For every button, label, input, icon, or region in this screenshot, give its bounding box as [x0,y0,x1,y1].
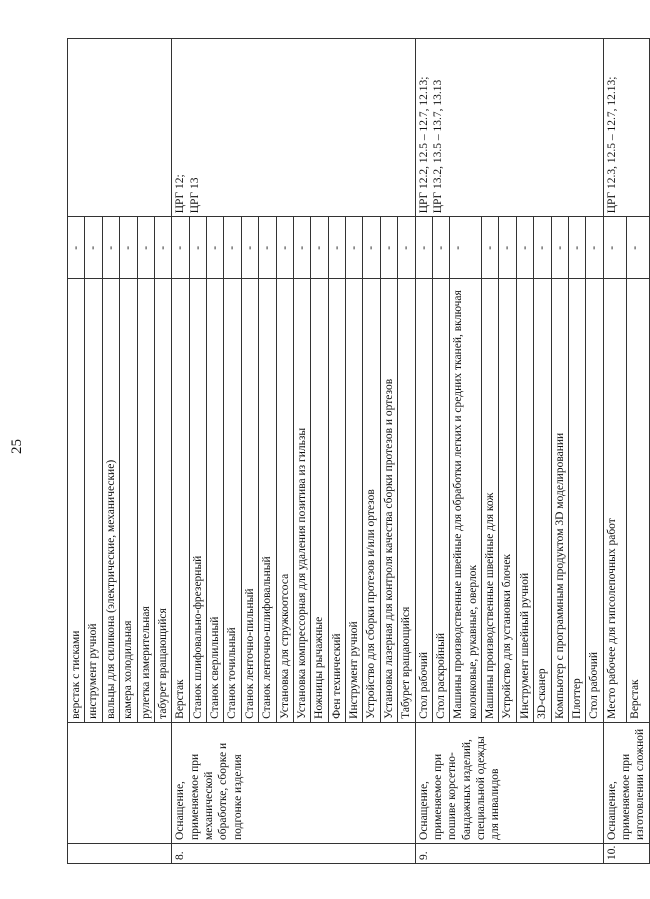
cell-quantity: - [603,217,626,279]
table-row [68,39,85,864]
cell-quantity: - [516,217,533,279]
cell-requirements: ЦРГ 12; ЦРГ 13 [172,39,415,217]
cell-quantity: - [276,217,293,279]
cell-equipment: Станок шлифовально-фрезерный [189,279,206,723]
cell-number: 9. [415,843,603,863]
cell-quantity: - [380,217,397,279]
cell-quantity: - [120,217,137,279]
cell-quantity: - [499,217,516,279]
cell-quantity: - [626,217,649,279]
cell-number: 8. [172,843,415,863]
table-body [68,39,650,864]
cell-quantity: - [534,217,551,279]
cell-requirements: ЦРГ 12.3, 12.5 – 12.7, 12.13; [603,39,649,217]
cell-equipment: Инструмент швейный ручной [516,279,533,723]
cell-equipment: Установка для стружкоотсоса [276,279,293,723]
cell-quantity: - [68,217,85,279]
cell-equipment: Стол рабочий [415,279,432,723]
cell-equipment: камера холодильная [120,279,137,723]
cell-equipment: Место рабочее для гипсолепочных работ [603,279,626,723]
cell-equipment: Компьютер с программным продуктом 3D моделировании [551,279,568,723]
cell-equipment: Устройство для сборки протезов и/или ортезов [363,279,380,723]
cell-description [68,722,172,843]
cell-equipment: Машины производственные швейные для обработки легких и средних тканей, включая колонковые, рукавные, оверлок [450,279,482,723]
cell-equipment: Станок точильный [224,279,241,723]
cell-equipment: Станок сверлильный [207,279,224,723]
cell-quantity: - [224,217,241,279]
cell-equipment: рулетка измерительная [137,279,154,723]
cell-equipment: Установка компрессорная для удаления позитива из гильзы [293,279,310,723]
cell-quantity: - [415,217,432,279]
cell-quantity: - [154,217,171,279]
cell-equipment: инструмент ручной [85,279,102,723]
cell-number [68,843,172,863]
cell-quantity: - [482,217,499,279]
cell-equipment: 3D-сканер [534,279,551,723]
cell-quantity: - [311,217,328,279]
cell-equipment: Станок ленточно-пильный [241,279,258,723]
cell-quantity: - [259,217,276,279]
equipment-table [67,38,650,864]
cell-equipment: Верстак [626,279,649,723]
cell-equipment: Фен технический [328,279,345,723]
cell-quantity: - [450,217,482,279]
cell-requirements: ЦРГ 12.2, 12.5 – 12.7, 12.13; ЦРГ 13.2, 13.5 – 13.7, 13.13 [415,39,603,217]
rotated-table [67,38,647,864]
cell-equipment: вальцы для силикона (электрические, механические) [102,279,119,723]
cell-quantity: - [363,217,380,279]
page-number: 25 [8,439,25,454]
cell-quantity: - [207,217,224,279]
cell-quantity: - [568,217,585,279]
cell-quantity: - [102,217,119,279]
cell-equipment: Стол раскройный [432,279,449,723]
cell-quantity: - [85,217,102,279]
cell-equipment: Ножницы рычажные [311,279,328,723]
cell-equipment: Плоттер [568,279,585,723]
cell-quantity: - [241,217,258,279]
table-row [415,39,432,864]
cell-quantity: - [432,217,449,279]
cell-quantity: - [137,217,154,279]
cell-description: Оснащение, применяемое при механической обработке, сборке и подгонке изделия [172,722,415,843]
cell-equipment: Станок ленточно-шлифовальный [259,279,276,723]
cell-equipment: Верстак [172,279,189,723]
cell-description: Оснащение, применяемое при пошиве корсетно-бандажных изделий, специальной одежды для инвалидов [415,722,603,843]
cell-quantity: - [586,217,603,279]
cell-equipment: Инструмент ручной [346,279,363,723]
cell-quantity: - [328,217,345,279]
cell-quantity: - [293,217,310,279]
cell-equipment: Установка лазерная для контроля качества сборки протезов и ортезов [380,279,397,723]
table-row [603,39,626,864]
cell-quantity: - [346,217,363,279]
cell-quantity: - [551,217,568,279]
cell-description: Оснащение, применяемое при изготовлении сложной [603,722,649,843]
cell-equipment: Машины производственные швейные для кож [482,279,499,723]
cell-equipment: Устройство для установки блочек [499,279,516,723]
cell-equipment: Табурет вращающийся [398,279,415,723]
cell-equipment: верстак с тисками [68,279,85,723]
cell-number: 10. [603,843,649,863]
table-row [172,39,189,864]
cell-equipment: Стол рабочий [586,279,603,723]
cell-requirements [68,39,172,217]
cell-quantity: - [172,217,189,279]
cell-quantity: - [189,217,206,279]
cell-equipment: табурет вращающийся [154,279,171,723]
cell-quantity: - [398,217,415,279]
